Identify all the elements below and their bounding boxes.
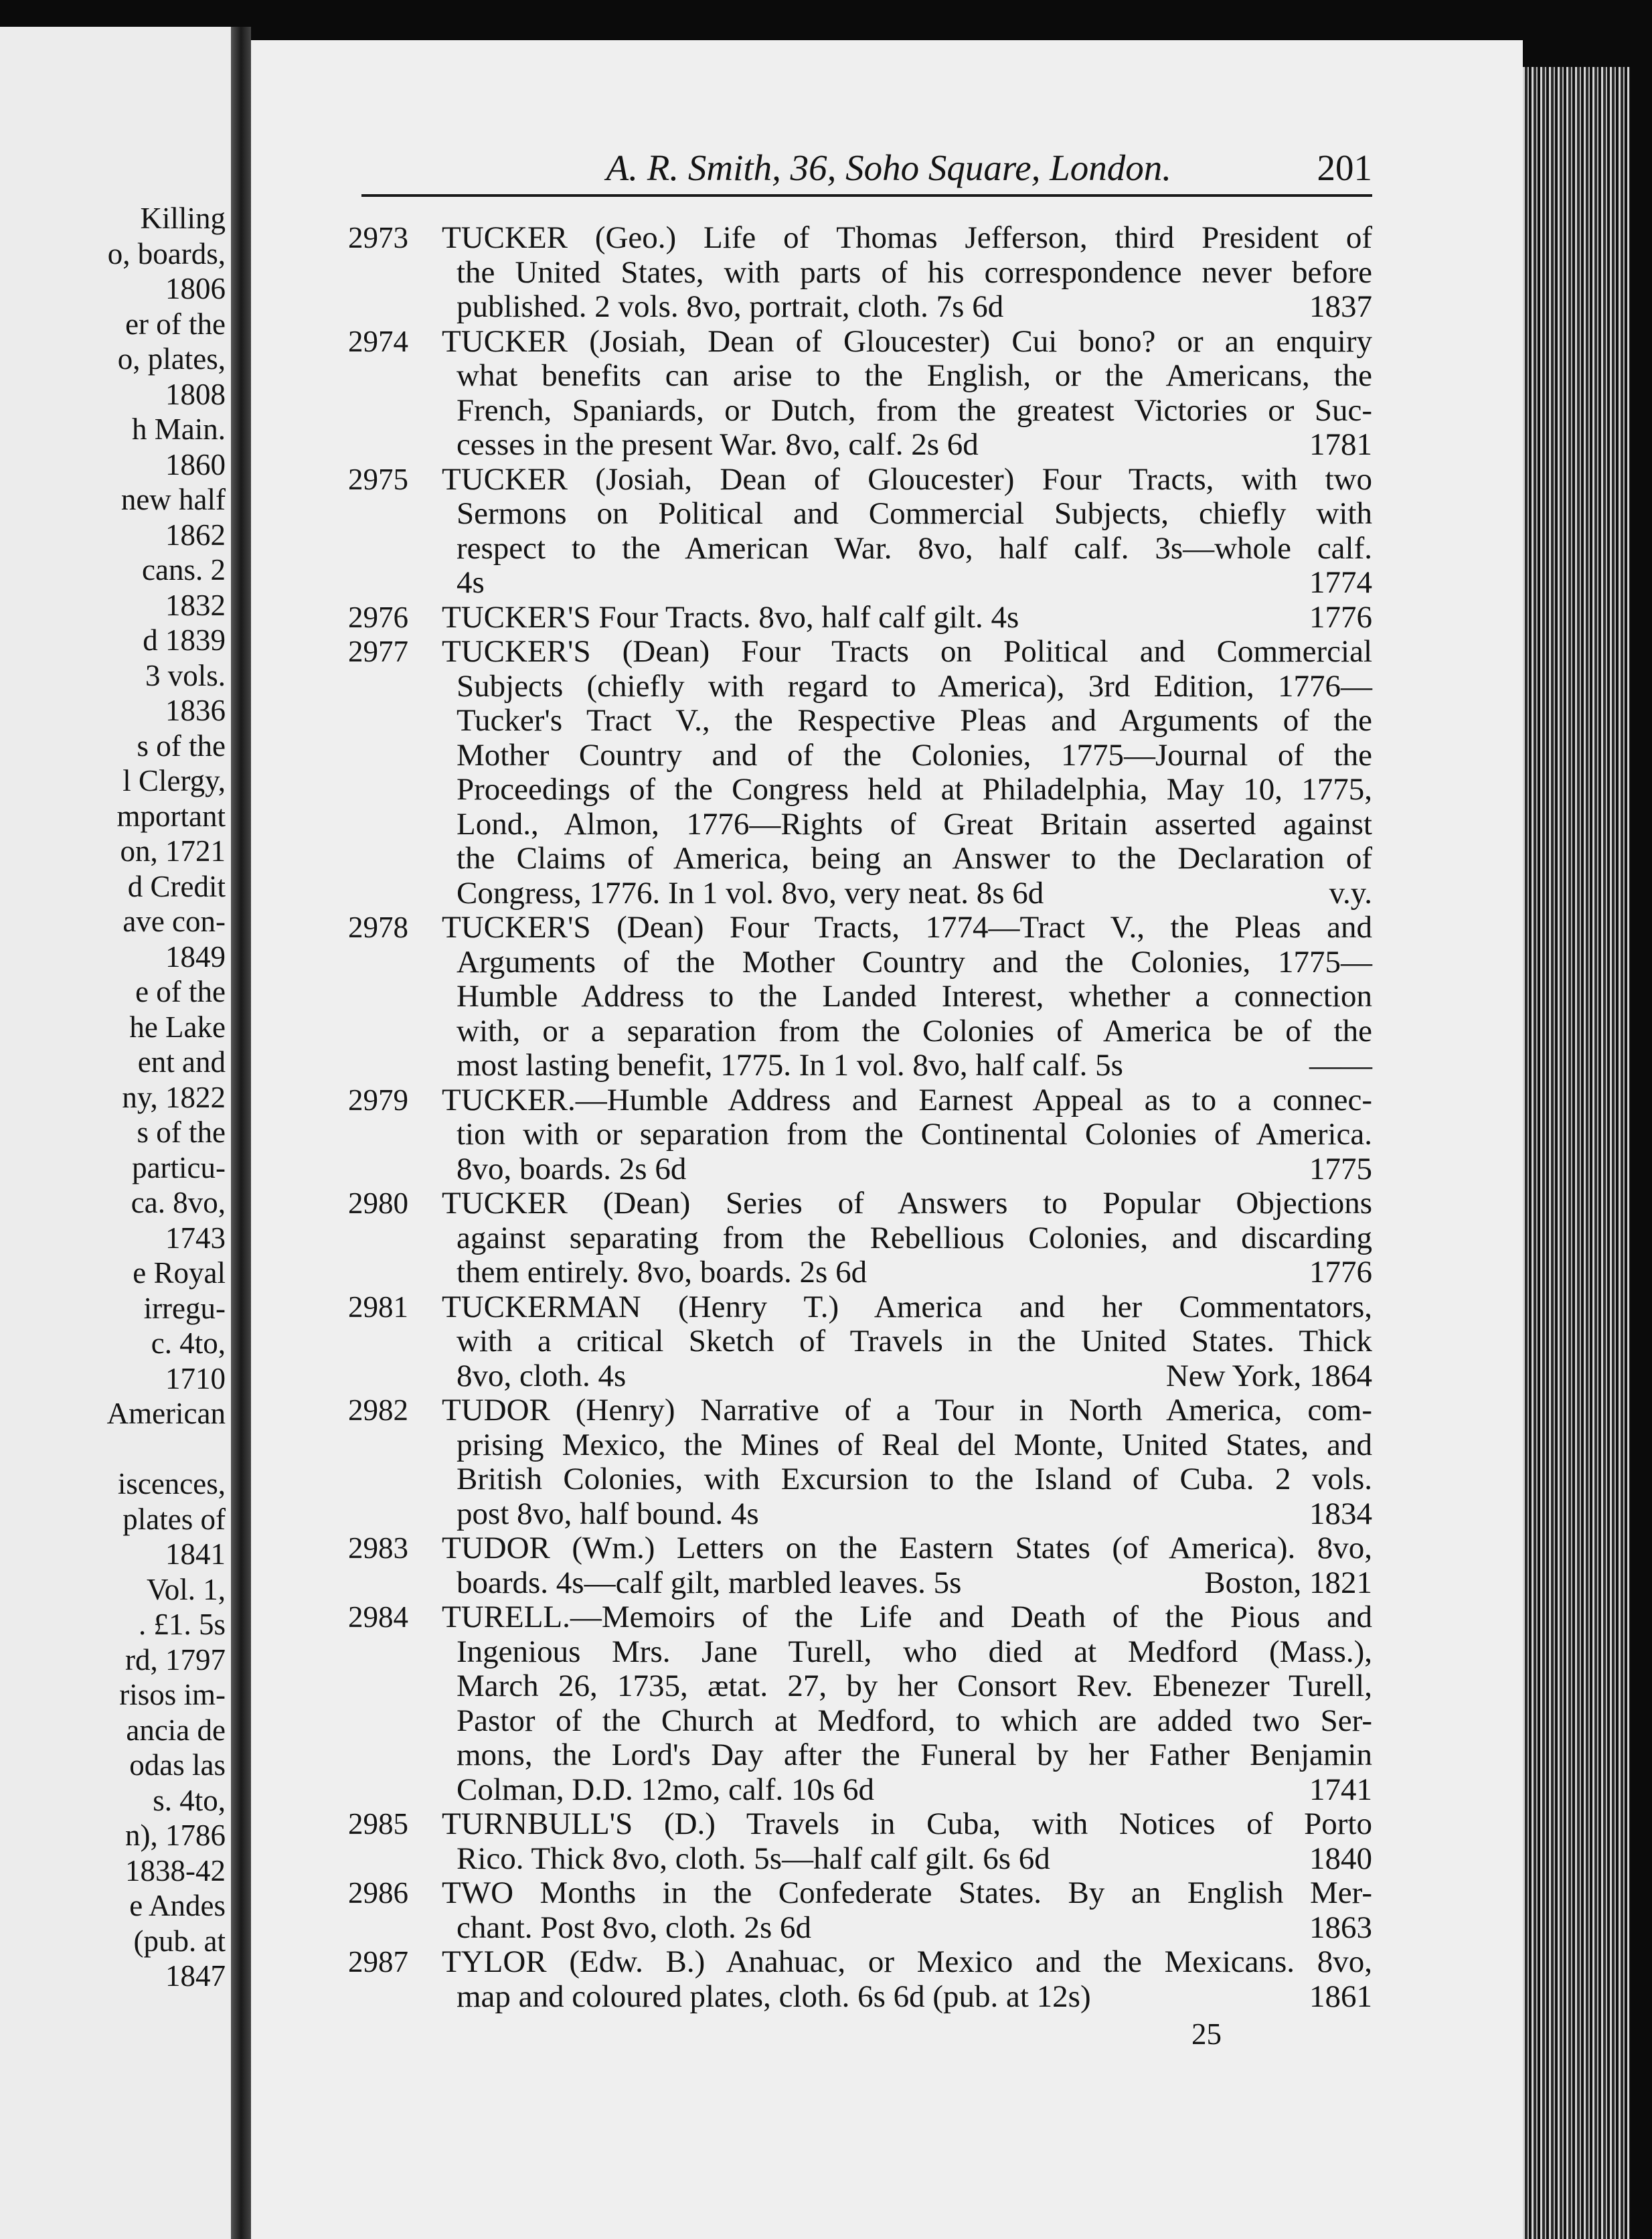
entry-last-line: [442, 1049, 1372, 1083]
entry-line: Subjects (chiefly with regard to America), 3rd Edition, 1776—: [457, 668, 1372, 704]
left-page-fragment: s. 4to,: [153, 1783, 226, 1817]
left-page-fragment: 3 vols.: [145, 658, 226, 692]
entry-date: 1781: [1309, 427, 1372, 462]
entry-text: [442, 1083, 1372, 1187]
left-page-fragment: 1847: [165, 1959, 226, 1993]
left-page-fragment: 1806: [165, 272, 226, 305]
left-page-fragment: 1862: [165, 518, 226, 552]
running-head: A. R. Smith, 36, Soho Square, London.: [606, 147, 1171, 188]
entry-line: French, Spaniards, or Dutch, from the greatest Victories or Suc-: [457, 392, 1372, 428]
left-page-fragment: d Credit: [127, 869, 226, 903]
entry-text: [442, 911, 1372, 1083]
entry-line: tion with or separation from the Continental Colonies of America.: [457, 1117, 1372, 1152]
entry-date: 1741: [1309, 1772, 1372, 1807]
entry-description: 8vo, cloth. 4s: [457, 1358, 627, 1393]
left-page-fragment: American: [106, 1397, 226, 1430]
left-page-fragment: Killing: [140, 202, 226, 235]
entry-line: TUCKER (Dean) Series of Answers to Popular Objections: [442, 1186, 1372, 1221]
entry-text: [442, 1945, 1372, 2014]
entry-line: Mother Country and of the Colonies, 1775—Journal of the: [457, 737, 1372, 773]
left-page-fragment: n), 1786: [125, 1819, 226, 1852]
left-page-fragment: risos im-: [119, 1678, 226, 1711]
left-page-fragment: e Andes: [129, 1889, 226, 1922]
left-page-fragment: particu-: [132, 1150, 226, 1184]
entry-date: 1837: [1309, 289, 1372, 324]
entry-text: [442, 1600, 1372, 1807]
left-page-fragment: h Main.: [132, 412, 226, 446]
left-page-fragment: new half: [120, 483, 226, 516]
entry-description: Rico. Thick 8vo, cloth. 5s—half calf gilt. 6s 6d: [457, 1841, 1050, 1876]
entry-text: [442, 1876, 1372, 1945]
left-page-fragment: rd, 1797: [125, 1642, 226, 1677]
lot-number: 2984: [348, 1600, 408, 1634]
left-page-fragment: mportant: [116, 799, 226, 833]
left-page-fragment: o, plates,: [117, 342, 226, 376]
entry-last-line: [442, 1359, 1372, 1394]
lot-number: 2983: [348, 1531, 408, 1565]
entry-line: Pastor of the Church at Medford, to which are added two Ser-: [457, 1703, 1372, 1738]
left-page-fragment: 1836: [165, 694, 226, 727]
left-page-fragment: 1849: [165, 939, 226, 974]
header-rule: [361, 194, 1372, 197]
entry-description: map and coloured plates, cloth. 6s 6d (pub. at 12s): [457, 1979, 1091, 2014]
entry-line: TUCKER'S (Dean) Four Tracts, 1774—Tract V., the Pleas and: [442, 910, 1372, 945]
entry-description: Colman, D.D. 12mo, calf. 10s 6d: [457, 1772, 874, 1807]
lot-number: 2973: [348, 221, 408, 254]
left-page-fragment: e Royal: [133, 1256, 226, 1290]
entry-text: [442, 1393, 1372, 1531]
left-page-fragment: he Lake: [129, 1010, 226, 1044]
entry-text: [442, 463, 1372, 601]
signature-mark: 25: [1191, 2017, 1222, 2051]
entry-text: [442, 601, 1372, 635]
entry-line: Tucker's Tract V., the Respective Pleas and Arguments of the: [457, 703, 1372, 738]
entry-line: respect to the American War. 8vo, half calf. 3s—whole calf.: [457, 530, 1372, 566]
left-page-fragment: plates of: [122, 1502, 226, 1536]
entry-description: most lasting benefit, 1775. In 1 vol. 8vo, half calf. 5s: [457, 1048, 1123, 1083]
lot-number: 2975: [348, 462, 408, 496]
entry-description: cesses in the present War. 8vo, calf. 2s 6d: [457, 427, 979, 462]
left-page-fragment: odas las: [129, 1748, 226, 1782]
entry-line: TUCKER.—Humble Address and Earnest Appeal as to a connec-: [442, 1082, 1372, 1117]
entry-description: published. 2 vols. 8vo, portrait, cloth. 7s 6d: [457, 289, 1004, 324]
entry-line: Lond., Almon, 1776—Rights of Great Britain asserted against: [457, 806, 1372, 842]
lot-number: 2987: [348, 1945, 408, 1979]
entry-date: 1776: [1309, 1255, 1372, 1290]
entry-date: ——: [1309, 1048, 1372, 1083]
entry-line: TUCKER (Geo.) Life of Thomas Jefferson, third President of: [442, 220, 1372, 255]
entry-line: Arguments of the Mother Country and the Colonies, 1775—: [457, 944, 1372, 980]
lot-number: 2979: [348, 1083, 408, 1117]
entry-line: British Colonies, with Excursion to the Island of Cuba. 2 vols.: [457, 1462, 1372, 1496]
entry-line: Ingenious Mrs. Jane Turell, who died at Medford (Mass.),: [457, 1634, 1372, 1669]
entry-line: the Claims of America, being an Answer to the Declaration of: [457, 841, 1372, 876]
left-page-fragment: . £1. 5s: [138, 1608, 226, 1641]
entry-last-line: [442, 876, 1372, 911]
entry-line: the United States, with parts of his correspondence never before: [457, 254, 1372, 290]
facing-page-left: [0, 27, 233, 2239]
entry-date: 1840: [1309, 1841, 1372, 1876]
entry-description: post 8vo, half bound. 4s: [457, 1496, 759, 1531]
entry-line: March 26, 1735, ætat. 27, by her Consort Rev. Ebenezer Turell,: [457, 1669, 1372, 1703]
entry-description: chant. Post 8vo, cloth. 2s 6d: [457, 1910, 812, 1945]
entry-line: TURNBULL'S (D.) Travels in Cuba, with Notices of Porto: [442, 1806, 1372, 1841]
entry-line: TUCKER'S (Dean) Four Tracts on Political and Commercial: [442, 634, 1372, 669]
entry-date: Boston, 1821: [1204, 1565, 1372, 1600]
lot-number: 2974: [348, 324, 408, 358]
left-page-fragment: on, 1721: [120, 834, 226, 868]
entry-description: Congress, 1776. In 1 vol. 8vo, very neat. 8s 6d: [457, 875, 1044, 911]
entry-line: prising Mexico, the Mines of Real del Monte, United States, and: [457, 1427, 1372, 1462]
lot-number: 2986: [348, 1876, 408, 1910]
left-page-fragment: ny, 1822: [122, 1080, 226, 1114]
entry-text: [442, 1290, 1372, 1394]
left-page-fragment: 1838-42: [125, 1853, 226, 1887]
left-page-fragment: 1743: [165, 1221, 226, 1255]
left-page-fragment: ca. 8vo,: [131, 1186, 226, 1219]
entry-date: New York, 1864: [1165, 1358, 1372, 1393]
entry-line: mons, the Lord's Day after the Funeral by her Father Benjamin: [457, 1738, 1372, 1772]
entry-last-line: [442, 428, 1372, 463]
entry-last-line: [442, 1497, 1372, 1532]
entry-line: TUCKER (Josiah, Dean of Gloucester) Cui bono? or an enquiry: [442, 323, 1372, 359]
lot-number: 2977: [348, 635, 408, 668]
entry-last-line: [442, 601, 1372, 635]
left-page-fragment: c. 4to,: [151, 1326, 226, 1360]
left-page-fragment: 1710: [165, 1361, 226, 1395]
entry-line: TUCKER (Josiah, Dean of Gloucester) Four Tracts, with two: [442, 461, 1372, 497]
entry-description: 8vo, boards. 2s 6d: [457, 1151, 687, 1186]
left-page-fragment: irregu-: [143, 1291, 226, 1325]
entry-last-line: [442, 1773, 1372, 1808]
entry-line: TUDOR (Wm.) Letters on the Eastern States (of America). 8vo,: [442, 1531, 1372, 1565]
lot-number: 2985: [348, 1807, 408, 1841]
entry-description: boards. 4s—calf gilt, marbled leaves. 5s: [457, 1565, 962, 1600]
left-page-fragment: ave con-: [122, 905, 226, 938]
entry-last-line: [442, 1255, 1372, 1290]
left-page-fragment: ancia de: [126, 1713, 226, 1747]
entry-text: [442, 1531, 1372, 1600]
lot-number: 2980: [348, 1186, 408, 1220]
left-page-fragment: 1860: [165, 447, 226, 481]
left-page-fragment: s of the: [137, 1115, 226, 1149]
left-page-fragment: e of the: [135, 975, 226, 1008]
entry-date: 1775: [1309, 1151, 1372, 1186]
lot-number: 2982: [348, 1393, 408, 1427]
entry-last-line: [442, 290, 1372, 325]
lot-number: 2978: [348, 911, 408, 944]
entry-date: 1861: [1309, 1979, 1372, 2014]
entry-text: [442, 221, 1372, 325]
entry-line: TWO Months in the Confederate States. By an English Mer-: [442, 1875, 1372, 1910]
entry-date: 1776: [1309, 599, 1372, 635]
left-page-fragment: 1841: [165, 1537, 226, 1571]
entry-line: what benefits can arise to the English, or the Americans, the: [457, 358, 1372, 393]
entry-description: 4s: [457, 565, 485, 600]
page-edges: [1523, 67, 1630, 2239]
left-page-fragment: cans. 2: [142, 553, 226, 587]
entry-line: Sermons on Political and Commercial Subjects, chiefly with: [457, 496, 1372, 531]
entry-description: them entirely. 8vo, boards. 2s 6d: [457, 1255, 868, 1290]
entry-last-line: [442, 1152, 1372, 1187]
left-page-fragment: (pub. at: [133, 1924, 226, 1958]
entry-last-line: [442, 1980, 1372, 2015]
page-number: 201: [1317, 147, 1372, 188]
entry-line: Humble Address to the Landed Interest, whether a connection: [457, 979, 1372, 1014]
entry-line: with, or a separation from the Colonies of America be of the: [457, 1013, 1372, 1049]
left-page-fragment: Vol. 1,: [147, 1572, 226, 1606]
left-page-fragment: o, boards,: [107, 236, 226, 271]
entry-text: [442, 635, 1372, 911]
entry-last-line: [442, 1566, 1372, 1601]
entry-line: TYLOR (Edw. B.) Anahuac, or Mexico and the Mexicans. 8vo,: [442, 1944, 1372, 1979]
entry-last-line: [442, 1842, 1372, 1877]
entry-text: [442, 325, 1372, 463]
entry-line: TUCKERMAN (Henry T.) America and her Commentators,: [442, 1289, 1372, 1324]
entry-description: TUCKER'S Four Tracts. 8vo, half calf gilt. 4s: [442, 599, 1019, 635]
entry-last-line: [442, 1911, 1372, 1946]
lot-number: 2981: [348, 1290, 408, 1324]
lot-number: 2976: [348, 600, 408, 634]
entry-line: with a critical Sketch of Travels in the United States. Thick: [457, 1324, 1372, 1359]
entry-date: 1863: [1309, 1910, 1372, 1945]
left-page-fragment: iscences,: [117, 1467, 226, 1500]
entry-line: against separating from the Rebellious Colonies, and discarding: [457, 1220, 1372, 1255]
entry-date: 1774: [1309, 565, 1372, 600]
entry-text: [442, 1186, 1372, 1290]
left-page-fragment: l Clergy,: [122, 764, 226, 797]
entry-line: Proceedings of the Congress held at Philadelphia, May 10, 1775,: [457, 772, 1372, 807]
left-page-fragment: d 1839: [143, 623, 226, 657]
left-page-fragment: 1832: [165, 588, 226, 622]
left-page-fragment: 1808: [165, 377, 226, 411]
left-page-fragment: s of the: [137, 728, 226, 763]
book-gutter: [231, 27, 251, 2239]
entry-last-line: [442, 566, 1372, 601]
entry-line: TURELL.—Memoirs of the Life and Death of the Pious and: [442, 1600, 1372, 1634]
left-page-fragment: er of the: [125, 307, 226, 341]
entry-text: [442, 1807, 1372, 1876]
left-page-fragment: ent and: [137, 1045, 226, 1079]
entry-date: v.y.: [1329, 875, 1372, 911]
entry-date: 1834: [1309, 1496, 1372, 1531]
entry-line: TUDOR (Henry) Narrative of a Tour in North America, com-: [442, 1393, 1372, 1427]
